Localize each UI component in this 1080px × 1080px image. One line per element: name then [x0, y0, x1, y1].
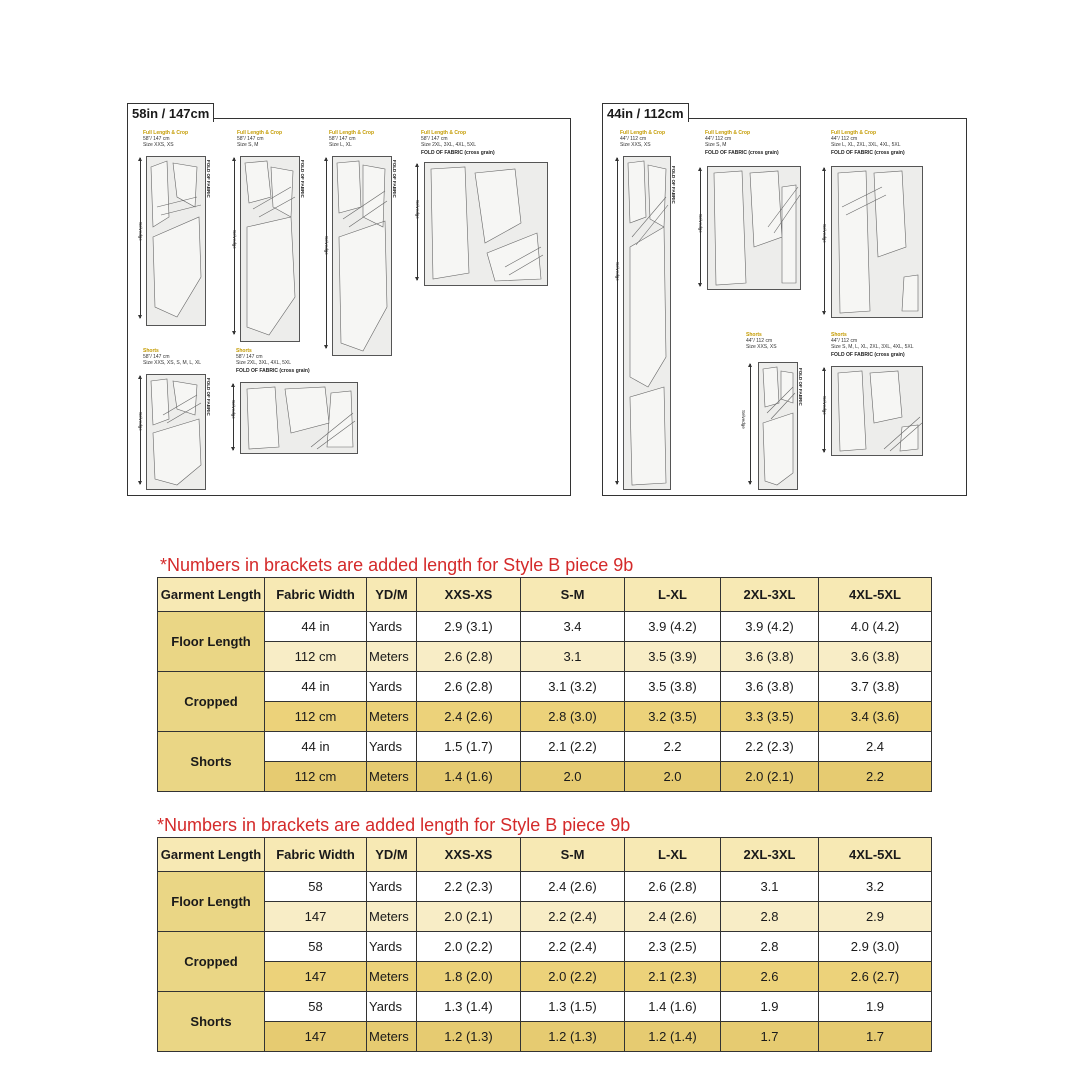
table-cell: 147	[265, 902, 367, 932]
table-cell: 2.9 (3.0)	[819, 932, 932, 962]
table-cell: 2.3 (2.5)	[625, 932, 721, 962]
row-group-label: Cropped	[158, 672, 265, 732]
layout-group-label: Shorts 44"/ 112 cm Size S, M, L, XL, 2XL, 3XL, 4XL, 5XL FOLD OF FABRIC (cross grain)	[831, 332, 914, 358]
selvage-label: Selvedge	[324, 236, 329, 255]
col-header: 2XL-3XL	[721, 838, 819, 872]
layout-group-label: Full Length & Crop 58"/ 147 cm Size 2XL, 3XL, 4XL, 5XL FOLD OF FABRIC (cross grain)	[421, 130, 495, 156]
table-cell: 1.2 (1.3)	[521, 1022, 625, 1052]
col-header: S-M	[521, 578, 625, 612]
yardage-table-58in	[157, 837, 932, 1052]
fabric-layout	[758, 362, 798, 490]
table-cell: Meters	[367, 962, 417, 992]
col-header: L-XL	[625, 838, 721, 872]
table-row	[158, 932, 932, 962]
selvage-label: Selvedge	[741, 410, 746, 429]
yardage-table-44in	[157, 577, 932, 792]
fabric-layout	[707, 166, 801, 290]
table-cell: 58	[265, 932, 367, 962]
table-cell: 3.9 (4.2)	[721, 612, 819, 642]
layout-group-label: Full Length & Crop 58"/ 147 cm Size S, M	[237, 130, 282, 148]
table-cell: 2.4	[819, 732, 932, 762]
table-cell: 4.0 (4.2)	[819, 612, 932, 642]
table-cell: Meters	[367, 642, 417, 672]
table-cell: 2.2 (2.4)	[521, 902, 625, 932]
table-cell: 3.3 (3.5)	[721, 702, 819, 732]
col-header: Garment Length	[158, 578, 265, 612]
table-row	[158, 702, 932, 732]
table-cell: 1.7	[721, 1022, 819, 1052]
table-cell: 1.3 (1.4)	[417, 992, 521, 1022]
fabric-layout	[831, 166, 923, 318]
table-cell: 2.0 (2.1)	[721, 762, 819, 792]
table-cell: Yards	[367, 732, 417, 762]
col-header: Fabric Width	[265, 578, 367, 612]
col-header: YD/M	[367, 838, 417, 872]
table-cell: 1.2 (1.4)	[625, 1022, 721, 1052]
table-cell: 3.7 (3.8)	[819, 672, 932, 702]
table-cell: Meters	[367, 762, 417, 792]
table-cell: 3.6 (3.8)	[721, 672, 819, 702]
selvage-label: Selvedge	[415, 200, 420, 219]
col-header: 4XL-5XL	[819, 578, 932, 612]
table-cell: Yards	[367, 932, 417, 962]
table-cell: 3.4 (3.6)	[819, 702, 932, 732]
table-cell: 3.6 (3.8)	[721, 642, 819, 672]
layout-group-label: Shorts 58"/ 147 cm Size 2XL, 3XL, 4XL, 5XL FOLD OF FABRIC (cross grain)	[236, 348, 310, 374]
table-row	[158, 612, 932, 642]
table-cell: 2.4 (2.6)	[521, 872, 625, 902]
table-cell: 58	[265, 872, 367, 902]
table-cell: 2.8	[721, 932, 819, 962]
table-cell: 1.3 (1.5)	[521, 992, 625, 1022]
table-cell: 147	[265, 1022, 367, 1052]
table-cell: 2.2 (2.3)	[417, 872, 521, 902]
table-cell: 2.2 (2.3)	[721, 732, 819, 762]
table-cell: Meters	[367, 1022, 417, 1052]
table-cell: 1.4 (1.6)	[417, 762, 521, 792]
table-header-row	[158, 578, 932, 612]
col-header: S-M	[521, 838, 625, 872]
table-cell: 2.9	[819, 902, 932, 932]
table-row	[158, 642, 932, 672]
table-cell: Yards	[367, 612, 417, 642]
fold-label: FOLD OF FABRIC	[392, 160, 397, 198]
table-row	[158, 732, 932, 762]
fabric-layout	[240, 156, 300, 342]
fold-label: FOLD OF FABRIC	[671, 166, 676, 204]
table-cell: 2.4 (2.6)	[417, 702, 521, 732]
selvage-label: Selvedge	[232, 230, 237, 249]
table-cell: 1.9	[721, 992, 819, 1022]
table-cell: 2.2	[625, 732, 721, 762]
selvage-label: Selvedge	[138, 412, 143, 431]
table-cell: 2.8 (3.0)	[521, 702, 625, 732]
table-cell: 2.6 (2.8)	[417, 642, 521, 672]
layout-panel-44in-label: 44in / 112cm	[602, 103, 689, 122]
table-cell: 58	[265, 992, 367, 1022]
col-header: 4XL-5XL	[819, 838, 932, 872]
fabric-layout	[831, 366, 923, 456]
fabric-layout	[424, 162, 548, 286]
layout-group-label: Full Length & Crop 58"/ 147 cm Size L, XL	[329, 130, 374, 148]
selvage-arrow	[417, 164, 418, 280]
table-cell: 44 in	[265, 612, 367, 642]
table-cell: 2.8	[721, 902, 819, 932]
table-row	[158, 962, 932, 992]
table-cell: 2.2 (2.4)	[521, 932, 625, 962]
table-cell: 2.1 (2.2)	[521, 732, 625, 762]
table-cell: 2.6 (2.7)	[819, 962, 932, 992]
layout-group-label: Full Length & Crop 44"/ 112 cm Size S, M FOLD OF FABRIC (cross grain)	[705, 130, 779, 156]
layout-panel-58in-label: 58in / 147cm	[127, 103, 214, 122]
selvage-label: Selvedge	[138, 222, 143, 241]
table-row	[158, 762, 932, 792]
table-cell: Yards	[367, 672, 417, 702]
fold-label: FOLD OF FABRIC	[206, 378, 211, 416]
table-cell: 2.0 (2.2)	[521, 962, 625, 992]
table-cell: 2.9 (3.1)	[417, 612, 521, 642]
fold-label: FOLD OF FABRIC	[798, 368, 803, 406]
table-cell: 2.1 (2.3)	[625, 962, 721, 992]
table-row	[158, 672, 932, 702]
layout-group-label: Shorts 44"/ 112 cm Size XXS, XS	[746, 332, 777, 350]
table-cell: 2.0	[625, 762, 721, 792]
table-row	[158, 1022, 932, 1052]
table-row	[158, 992, 932, 1022]
layout-group-label: Full Length & Crop 44"/ 112 cm Size L, XL, 2XL, 3XL, 4XL, 5XL FOLD OF FABRIC (cross grain)	[831, 130, 905, 156]
selvage-label: Selvedge	[822, 224, 827, 243]
col-header: Garment Length	[158, 838, 265, 872]
table-cell: Meters	[367, 702, 417, 732]
table-cell: 2.0	[521, 762, 625, 792]
table-cell: 3.5 (3.8)	[625, 672, 721, 702]
selvage-arrow	[750, 364, 751, 484]
table-cell: 1.7	[819, 1022, 932, 1052]
table-cell: Yards	[367, 872, 417, 902]
table-cell: 2.6	[721, 962, 819, 992]
table-cell: 2.0 (2.2)	[417, 932, 521, 962]
table-cell: 2.2	[819, 762, 932, 792]
fabric-layout	[146, 374, 206, 490]
table-cell: 1.5 (1.7)	[417, 732, 521, 762]
col-header: L-XL	[625, 578, 721, 612]
table-cell: 2.0 (2.1)	[417, 902, 521, 932]
col-header: YD/M	[367, 578, 417, 612]
layout-group-label: Full Length & Crop 58"/ 147 cm Size XXS, XS	[143, 130, 188, 148]
table-cell: 3.2 (3.5)	[625, 702, 721, 732]
table-cell: 112 cm	[265, 762, 367, 792]
table-cell: 147	[265, 962, 367, 992]
table-cell: 2.6 (2.8)	[417, 672, 521, 702]
table-cell: 3.1 (3.2)	[521, 672, 625, 702]
table-cell: Meters	[367, 902, 417, 932]
col-header: Fabric Width	[265, 838, 367, 872]
table-cell: 44 in	[265, 672, 367, 702]
table-cell: Yards	[367, 992, 417, 1022]
table-row	[158, 872, 932, 902]
col-header: XXS-XS	[417, 838, 521, 872]
row-group-label: Shorts	[158, 992, 265, 1052]
table-cell: 44 in	[265, 732, 367, 762]
table-cell: 2.6 (2.8)	[625, 872, 721, 902]
table-cell: 1.4 (1.6)	[625, 992, 721, 1022]
layout-group-label: Shorts 58"/ 147 cm Size XXS, XS, S, M, L, XL	[143, 348, 202, 366]
table-cell: 112 cm	[265, 642, 367, 672]
selvage-label: Selvedge	[698, 214, 703, 233]
selvage-label: Selvedge	[822, 396, 827, 415]
fabric-layout	[332, 156, 392, 356]
row-group-label: Floor Length	[158, 872, 265, 932]
layout-group-label: Full Length & Crop 44"/ 112 cm Size XXS, XS	[620, 130, 665, 148]
table-cell: 112 cm	[265, 702, 367, 732]
fabric-layout	[623, 156, 671, 490]
col-header: XXS-XS	[417, 578, 521, 612]
table-row	[158, 902, 932, 932]
table-cell: 3.6 (3.8)	[819, 642, 932, 672]
table-cell: 3.4	[521, 612, 625, 642]
table-note: *Numbers in brackets are added length for Style B piece 9b	[157, 815, 631, 835]
fold-label: FOLD OF FABRIC	[206, 160, 211, 198]
selvage-arrow	[617, 158, 618, 484]
table-cell: 2.4 (2.6)	[625, 902, 721, 932]
table-cell: 3.1	[521, 642, 625, 672]
fold-label: FOLD OF FABRIC	[300, 160, 305, 198]
table-cell: 3.2	[819, 872, 932, 902]
table-cell: 1.8 (2.0)	[417, 962, 521, 992]
table-cell: 1.9	[819, 992, 932, 1022]
table-header-row	[158, 838, 932, 872]
col-header: 2XL-3XL	[721, 578, 819, 612]
table-cell: 1.2 (1.3)	[417, 1022, 521, 1052]
table-cell: 3.1	[721, 872, 819, 902]
table-cell: 3.5 (3.9)	[625, 642, 721, 672]
table-note: *Numbers in brackets are added length for Style B piece 9b	[160, 555, 634, 575]
row-group-label: Cropped	[158, 932, 265, 992]
fabric-layout	[146, 156, 206, 326]
fabric-layout	[240, 382, 358, 454]
row-group-label: Shorts	[158, 732, 265, 792]
row-group-label: Floor Length	[158, 612, 265, 672]
selvage-label: Selvedge	[615, 262, 620, 281]
selvage-label: Selvedge	[231, 400, 236, 419]
table-cell: 3.9 (4.2)	[625, 612, 721, 642]
